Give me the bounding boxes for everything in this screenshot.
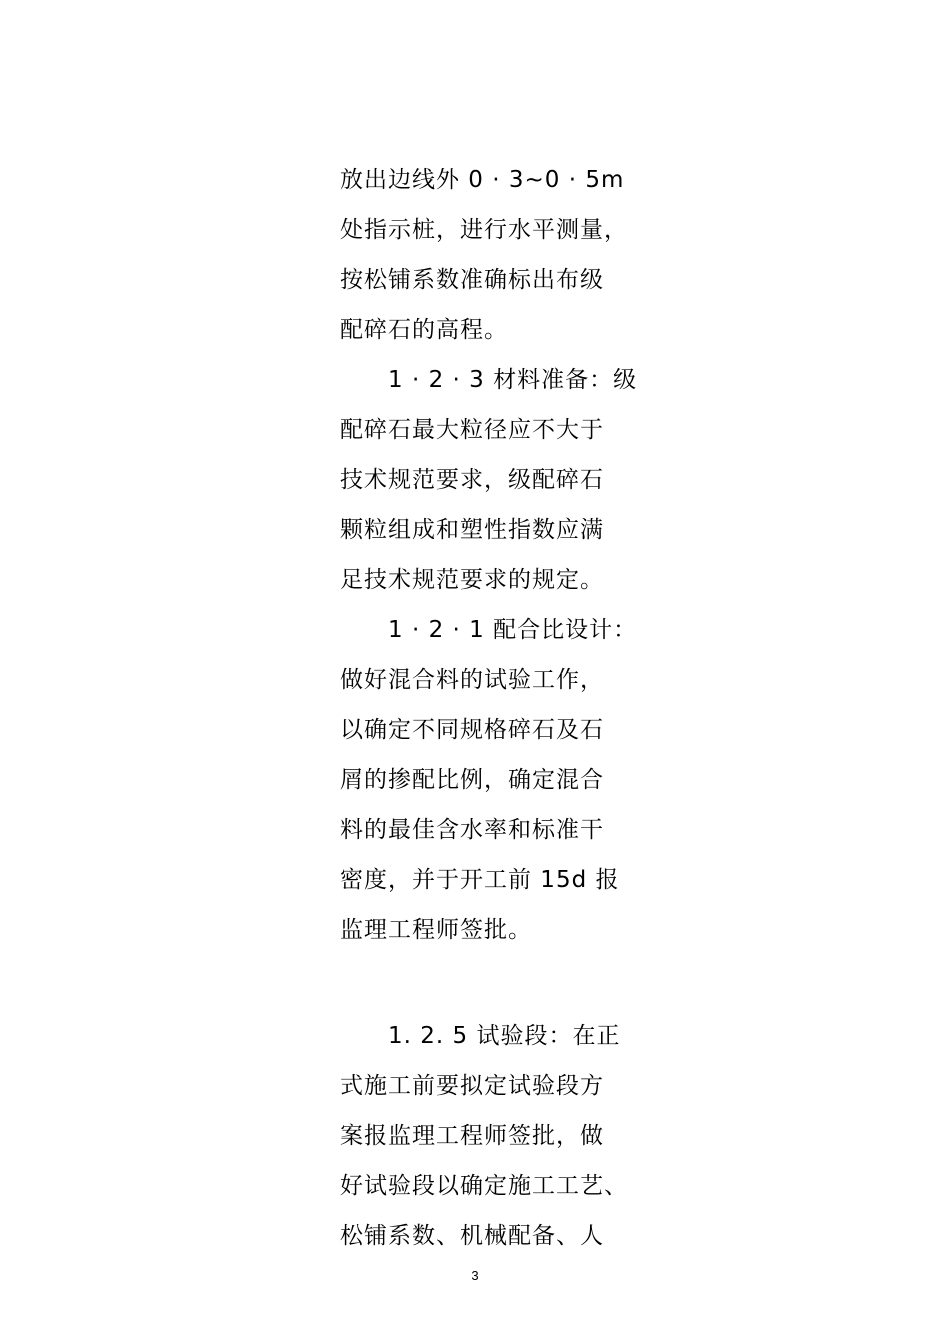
text-line: 料的最佳含水率和标准干 <box>340 817 604 843</box>
text-line: 密度，并于开工前 15d 报 <box>340 867 620 893</box>
text-line: 以确定不同规格碎石及石 <box>340 717 604 743</box>
text-line: 按松铺系数准确标出布级 <box>340 267 604 293</box>
section-heading-line: 1 · 2 · 1 配合比设计： <box>388 617 638 643</box>
text-line: 式施工前要拟定试验段方 <box>340 1073 604 1099</box>
paragraph-4 <box>340 1011 640 1261</box>
paragraph-1 <box>340 155 640 355</box>
text-line: 好试验段以确定施工工艺、 <box>340 1173 628 1199</box>
section-heading-line: 1. 2. 5 试验段：在正 <box>388 1023 621 1049</box>
paragraph-3 <box>340 605 640 955</box>
text-line: 案报监理工程师签批，做 <box>340 1123 604 1149</box>
page-number: 3 <box>471 1268 479 1283</box>
text-line: 做好混合料的试验工作， <box>340 667 604 693</box>
text-line: 松铺系数、机械配备、人 <box>340 1223 604 1249</box>
paragraph-gap <box>340 955 640 1011</box>
text-line: 足技术规范要求的规定。 <box>340 567 604 593</box>
text-line: 处指示桩，进行水平测量， <box>340 217 628 243</box>
text-line: 技术规范要求，级配碎石 <box>340 467 604 493</box>
text-line: 屑的掺配比例，确定混合 <box>340 767 604 793</box>
text-column <box>340 155 640 1261</box>
text-line: 配碎石的高程。 <box>340 317 508 343</box>
text-line: 监理工程师签批。 <box>340 917 532 943</box>
section-heading-line: 1 · 2 · 3 材料准备：级 <box>388 367 638 393</box>
text-line: 颗粒组成和塑性指数应满 <box>340 517 604 543</box>
text-line: 配碎石最大粒径应不大于 <box>340 417 604 443</box>
text-line: 放出边线外 0 · 3~0 · 5m <box>340 167 625 193</box>
paragraph-2 <box>340 355 640 605</box>
